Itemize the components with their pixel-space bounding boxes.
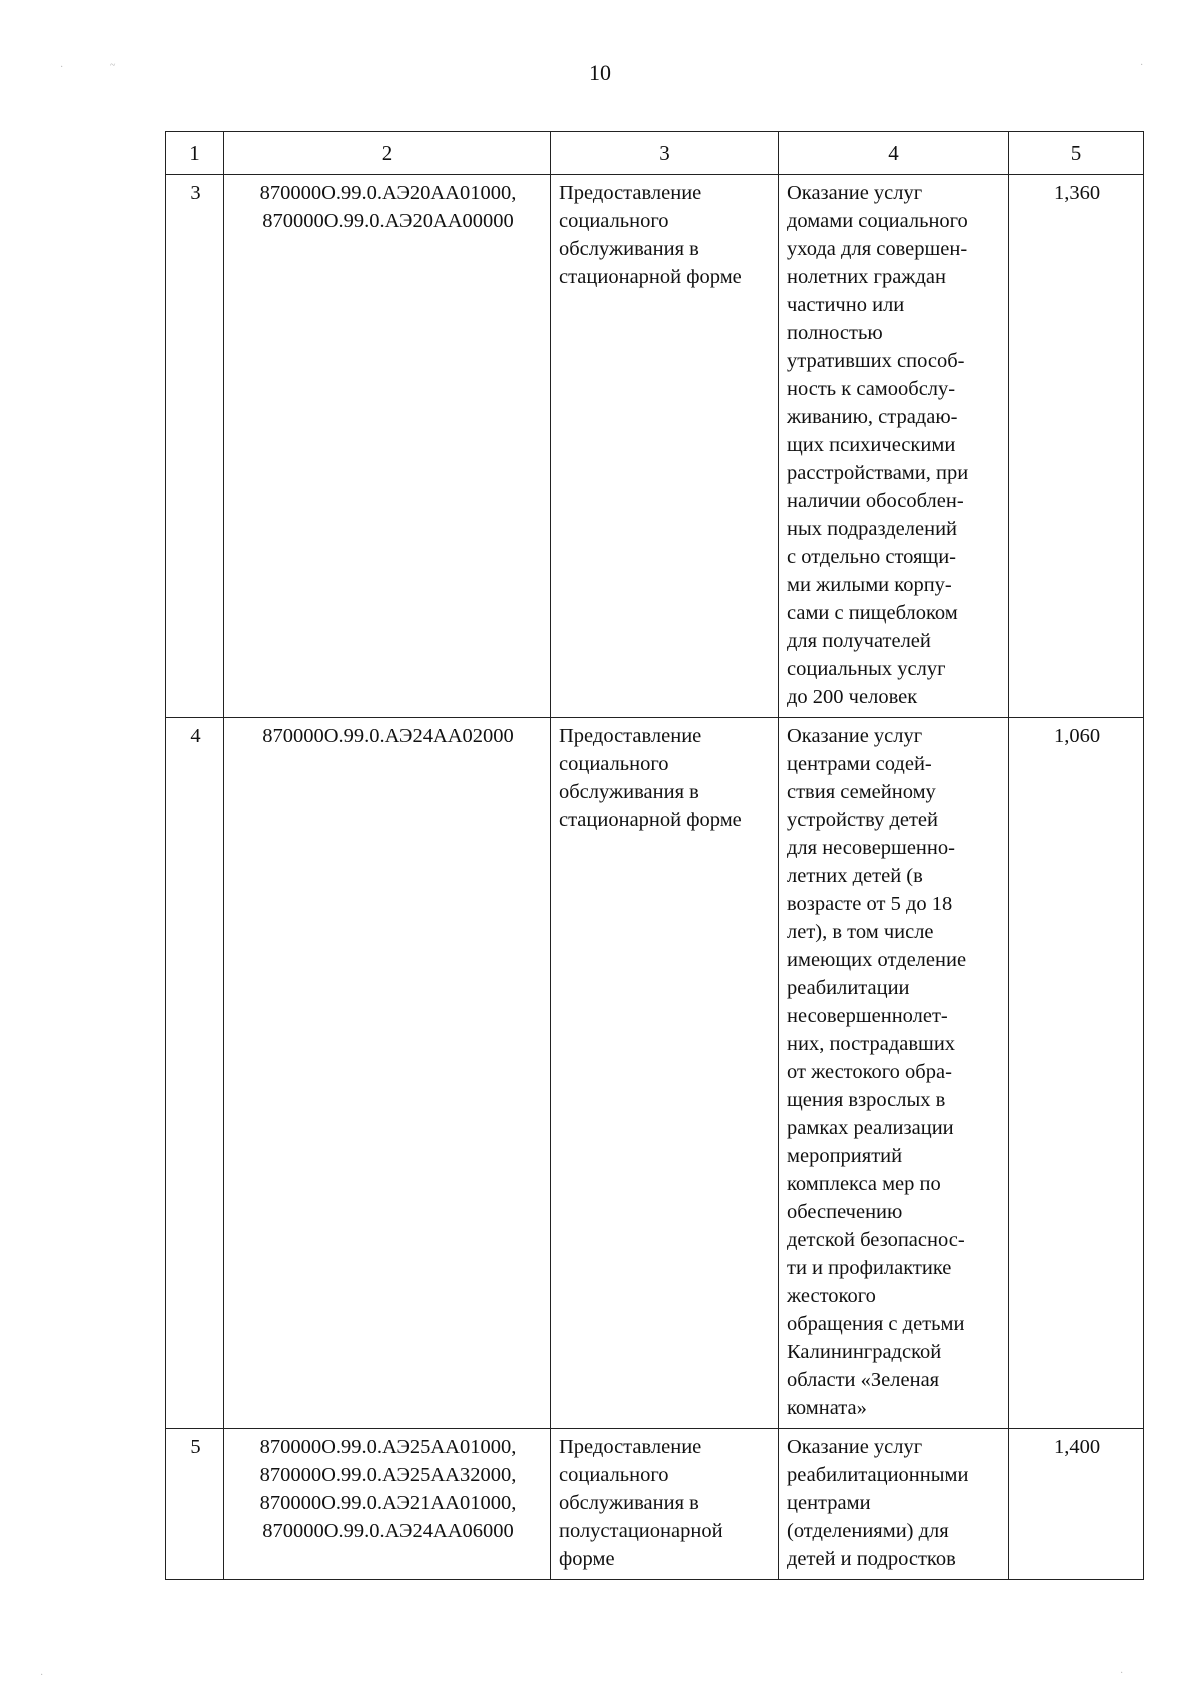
row-number: 3 — [166, 175, 224, 718]
description-line: от жестокого обра- — [787, 1061, 952, 1083]
description-line: возрасте от 5 до 18 — [787, 893, 953, 915]
description-line: Оказание услуг — [787, 1436, 923, 1458]
description-line: ствия семейному — [787, 781, 936, 803]
services-table — [165, 131, 1144, 1580]
coefficient-value: 1,400 — [1009, 1429, 1144, 1580]
codes-line: 870000О.99.0.АЭ24АА02000 — [262, 725, 514, 747]
description-line: них, пострадавших — [787, 1033, 956, 1055]
description-line: реабилитации — [787, 977, 910, 999]
service-line: стационарной форме — [559, 809, 742, 831]
service-name-cell — [551, 718, 779, 1429]
description-line: щения взрослых в — [787, 1089, 946, 1111]
description-line: Оказание услуг — [787, 182, 923, 204]
service-description-cell — [779, 718, 1009, 1429]
description-line: области «Зеленая — [787, 1369, 940, 1391]
description-line: домами социального — [787, 210, 968, 232]
description-line: ми жилыми корпу- — [787, 574, 952, 596]
description-line: устройству детей — [787, 809, 938, 831]
description-line: лет), в том числе — [787, 921, 934, 943]
description-line: ти и профилактике — [787, 1257, 952, 1279]
description-line: ных подразделений — [787, 518, 958, 540]
description-line: ухода для совершен- — [787, 238, 968, 260]
description-line: имеющих отделение — [787, 949, 967, 971]
header-cell-3: 3 — [551, 132, 779, 175]
service-line: Предоставление — [559, 1436, 702, 1458]
description-line: (отделениями) для — [787, 1520, 949, 1542]
codes-line: 870000О.99.0.АЭ20АА00000 — [262, 210, 514, 232]
description-line: ность к самообслу- — [787, 378, 956, 400]
description-line: комната» — [787, 1397, 867, 1419]
description-line: до 200 человек — [787, 686, 918, 708]
table-row — [166, 1429, 1144, 1580]
description-line: обеспечению — [787, 1201, 903, 1223]
table-header-row — [166, 132, 1144, 175]
description-line: для получателей — [787, 630, 931, 652]
service-name-cell — [551, 1429, 779, 1580]
description-line: для несовершенно- — [787, 837, 955, 859]
codes-line: 870000О.99.0.АЭ24АА06000 — [262, 1520, 514, 1542]
codes-line: 870000О.99.0.АЭ25АА32000, — [259, 1464, 517, 1486]
scan-speck: · — [40, 1670, 44, 1681]
description-line: несовершеннолет- — [787, 1005, 948, 1027]
service-line: стационарной форме — [559, 266, 742, 288]
description-line: рамках реализации — [787, 1117, 954, 1139]
description-line: центрами — [787, 1492, 871, 1514]
description-line: реабилитационными — [787, 1464, 969, 1486]
service-line: обслуживания в — [559, 781, 699, 803]
description-line: расстройствами, при — [787, 462, 969, 484]
description-line: социальных услуг — [787, 658, 946, 680]
description-line: наличии обособлен- — [787, 490, 964, 512]
service-description-cell — [779, 175, 1009, 718]
service-line: социального — [559, 753, 669, 775]
description-line: живанию, страдаю- — [787, 406, 958, 428]
service-name-cell — [551, 175, 779, 718]
description-line: летних детей (в — [787, 865, 923, 887]
row-number: 5 — [166, 1429, 224, 1580]
service-line: Предоставление — [559, 182, 702, 204]
service-code-cell — [224, 175, 551, 718]
description-line: жестокого — [787, 1285, 876, 1307]
scan-speck: · — [60, 62, 64, 73]
description-line: нолетних граждан — [787, 266, 946, 288]
service-line: полустационарной — [559, 1520, 723, 1542]
description-line: с отдельно стоящи- — [787, 546, 957, 568]
description-line: обращения с детьми — [787, 1313, 965, 1335]
header-cell-4: 4 — [779, 132, 1009, 175]
coefficient-value: 1,060 — [1009, 718, 1144, 1429]
service-line: обслуживания в — [559, 1492, 699, 1514]
description-line: утративших способ- — [787, 350, 965, 372]
service-code-cell — [224, 1429, 551, 1580]
description-line: сами с пищеблоком — [787, 602, 958, 624]
description-line: мероприятий — [787, 1145, 903, 1167]
service-line: обслуживания в — [559, 238, 699, 260]
header-cell-5: 5 — [1009, 132, 1144, 175]
codes-line: 870000О.99.0.АЭ20АА01000, — [259, 182, 517, 204]
service-line: социального — [559, 210, 669, 232]
row-number: 4 — [166, 718, 224, 1429]
scan-speck: ~ — [110, 60, 116, 71]
service-description-cell — [779, 1429, 1009, 1580]
service-line: форме — [559, 1548, 615, 1570]
codes-line: 870000О.99.0.АЭ21АА01000, — [259, 1492, 517, 1514]
description-line: частично или — [787, 294, 905, 316]
description-line: центрами содей- — [787, 753, 932, 775]
table-row — [166, 175, 1144, 718]
description-line: щих психическими — [787, 434, 956, 456]
page-number: 10 — [589, 60, 611, 85]
scan-speck: · — [1140, 60, 1144, 71]
coefficient-value: 1,360 — [1009, 175, 1144, 718]
header-cell-2: 2 — [224, 132, 551, 175]
description-line: Калининградской — [787, 1341, 942, 1363]
description-line: детей и подростков — [787, 1548, 956, 1570]
header-cell-1: 1 — [166, 132, 224, 175]
service-code-cell — [224, 718, 551, 1429]
table-row — [166, 718, 1144, 1429]
service-line: социального — [559, 1464, 669, 1486]
scan-speck: · — [1120, 1668, 1124, 1679]
service-line: Предоставление — [559, 725, 702, 747]
description-line: полностью — [787, 322, 883, 344]
description-line: детской безопаснос- — [787, 1229, 965, 1251]
description-line: комплекса мер по — [787, 1173, 941, 1195]
description-line: Оказание услуг — [787, 725, 923, 747]
codes-line: 870000О.99.0.АЭ25АА01000, — [259, 1436, 517, 1458]
